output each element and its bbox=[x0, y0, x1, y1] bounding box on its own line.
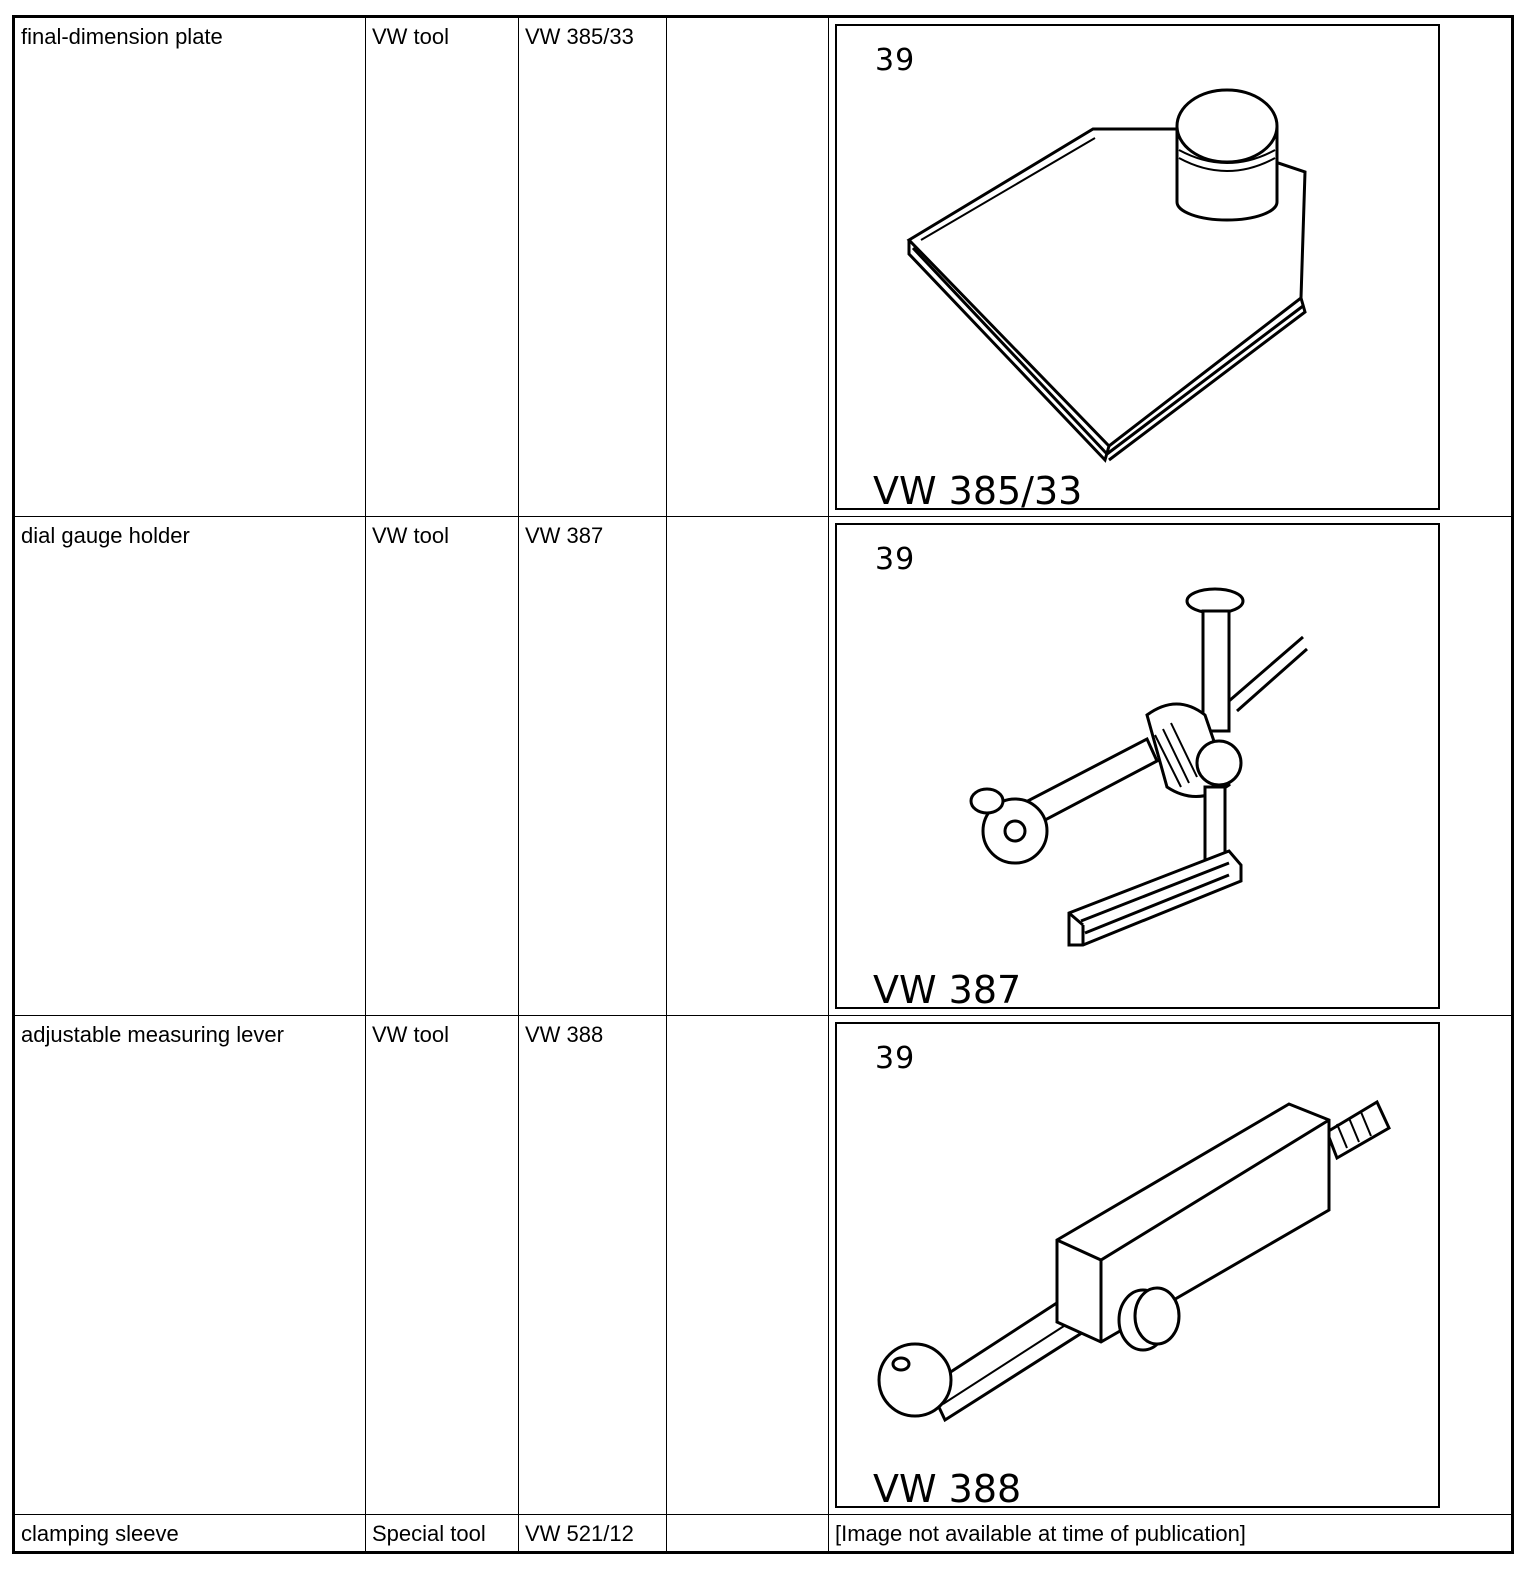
tool-name: adjustable measuring lever bbox=[14, 1016, 366, 1515]
tool-type: VW tool bbox=[366, 517, 519, 1016]
tool-extra bbox=[667, 1515, 829, 1553]
tool-type: VW tool bbox=[366, 17, 519, 517]
tool-name: clamping sleeve bbox=[14, 1515, 366, 1553]
tool-extra bbox=[667, 17, 829, 517]
table-row bbox=[14, 1515, 1513, 1553]
special-tools-table bbox=[12, 15, 1514, 1554]
figure-label: VW 387 bbox=[873, 968, 1022, 1012]
tool-image-cell bbox=[829, 517, 1513, 1016]
final-dimension-plate-illustration bbox=[837, 26, 1438, 513]
tool-number: VW 388 bbox=[519, 1016, 667, 1515]
tool-number: VW 385/33 bbox=[519, 17, 667, 517]
tool-figure bbox=[835, 24, 1440, 513]
dial-gauge-holder-illustration bbox=[837, 525, 1438, 1012]
image-not-available-note: [Image not available at time of publication] bbox=[829, 1515, 1513, 1553]
tool-number: VW 521/12 bbox=[519, 1515, 667, 1553]
tool-image-cell bbox=[829, 17, 1513, 517]
tool-type: VW tool bbox=[366, 1016, 519, 1515]
figure-code: 39 bbox=[875, 43, 916, 78]
tool-name: dial gauge holder bbox=[14, 517, 366, 1016]
figure-code: 39 bbox=[875, 542, 916, 577]
tool-figure bbox=[835, 1022, 1440, 1511]
tool-extra bbox=[667, 517, 829, 1016]
figure-label: VW 385/33 bbox=[873, 469, 1083, 513]
tool-image-cell bbox=[829, 1016, 1513, 1515]
tool-number: VW 387 bbox=[519, 517, 667, 1016]
tool-figure bbox=[835, 523, 1440, 1012]
adjustable-measuring-lever-illustration bbox=[837, 1024, 1438, 1511]
tool-type: Special tool bbox=[366, 1515, 519, 1553]
table-row bbox=[14, 517, 1513, 1016]
tool-extra bbox=[667, 1016, 829, 1515]
table-row bbox=[14, 1016, 1513, 1515]
figure-code: 39 bbox=[875, 1041, 916, 1076]
figure-label: VW 388 bbox=[873, 1467, 1022, 1511]
table-row bbox=[14, 17, 1513, 517]
tool-name: final-dimension plate bbox=[14, 17, 366, 517]
